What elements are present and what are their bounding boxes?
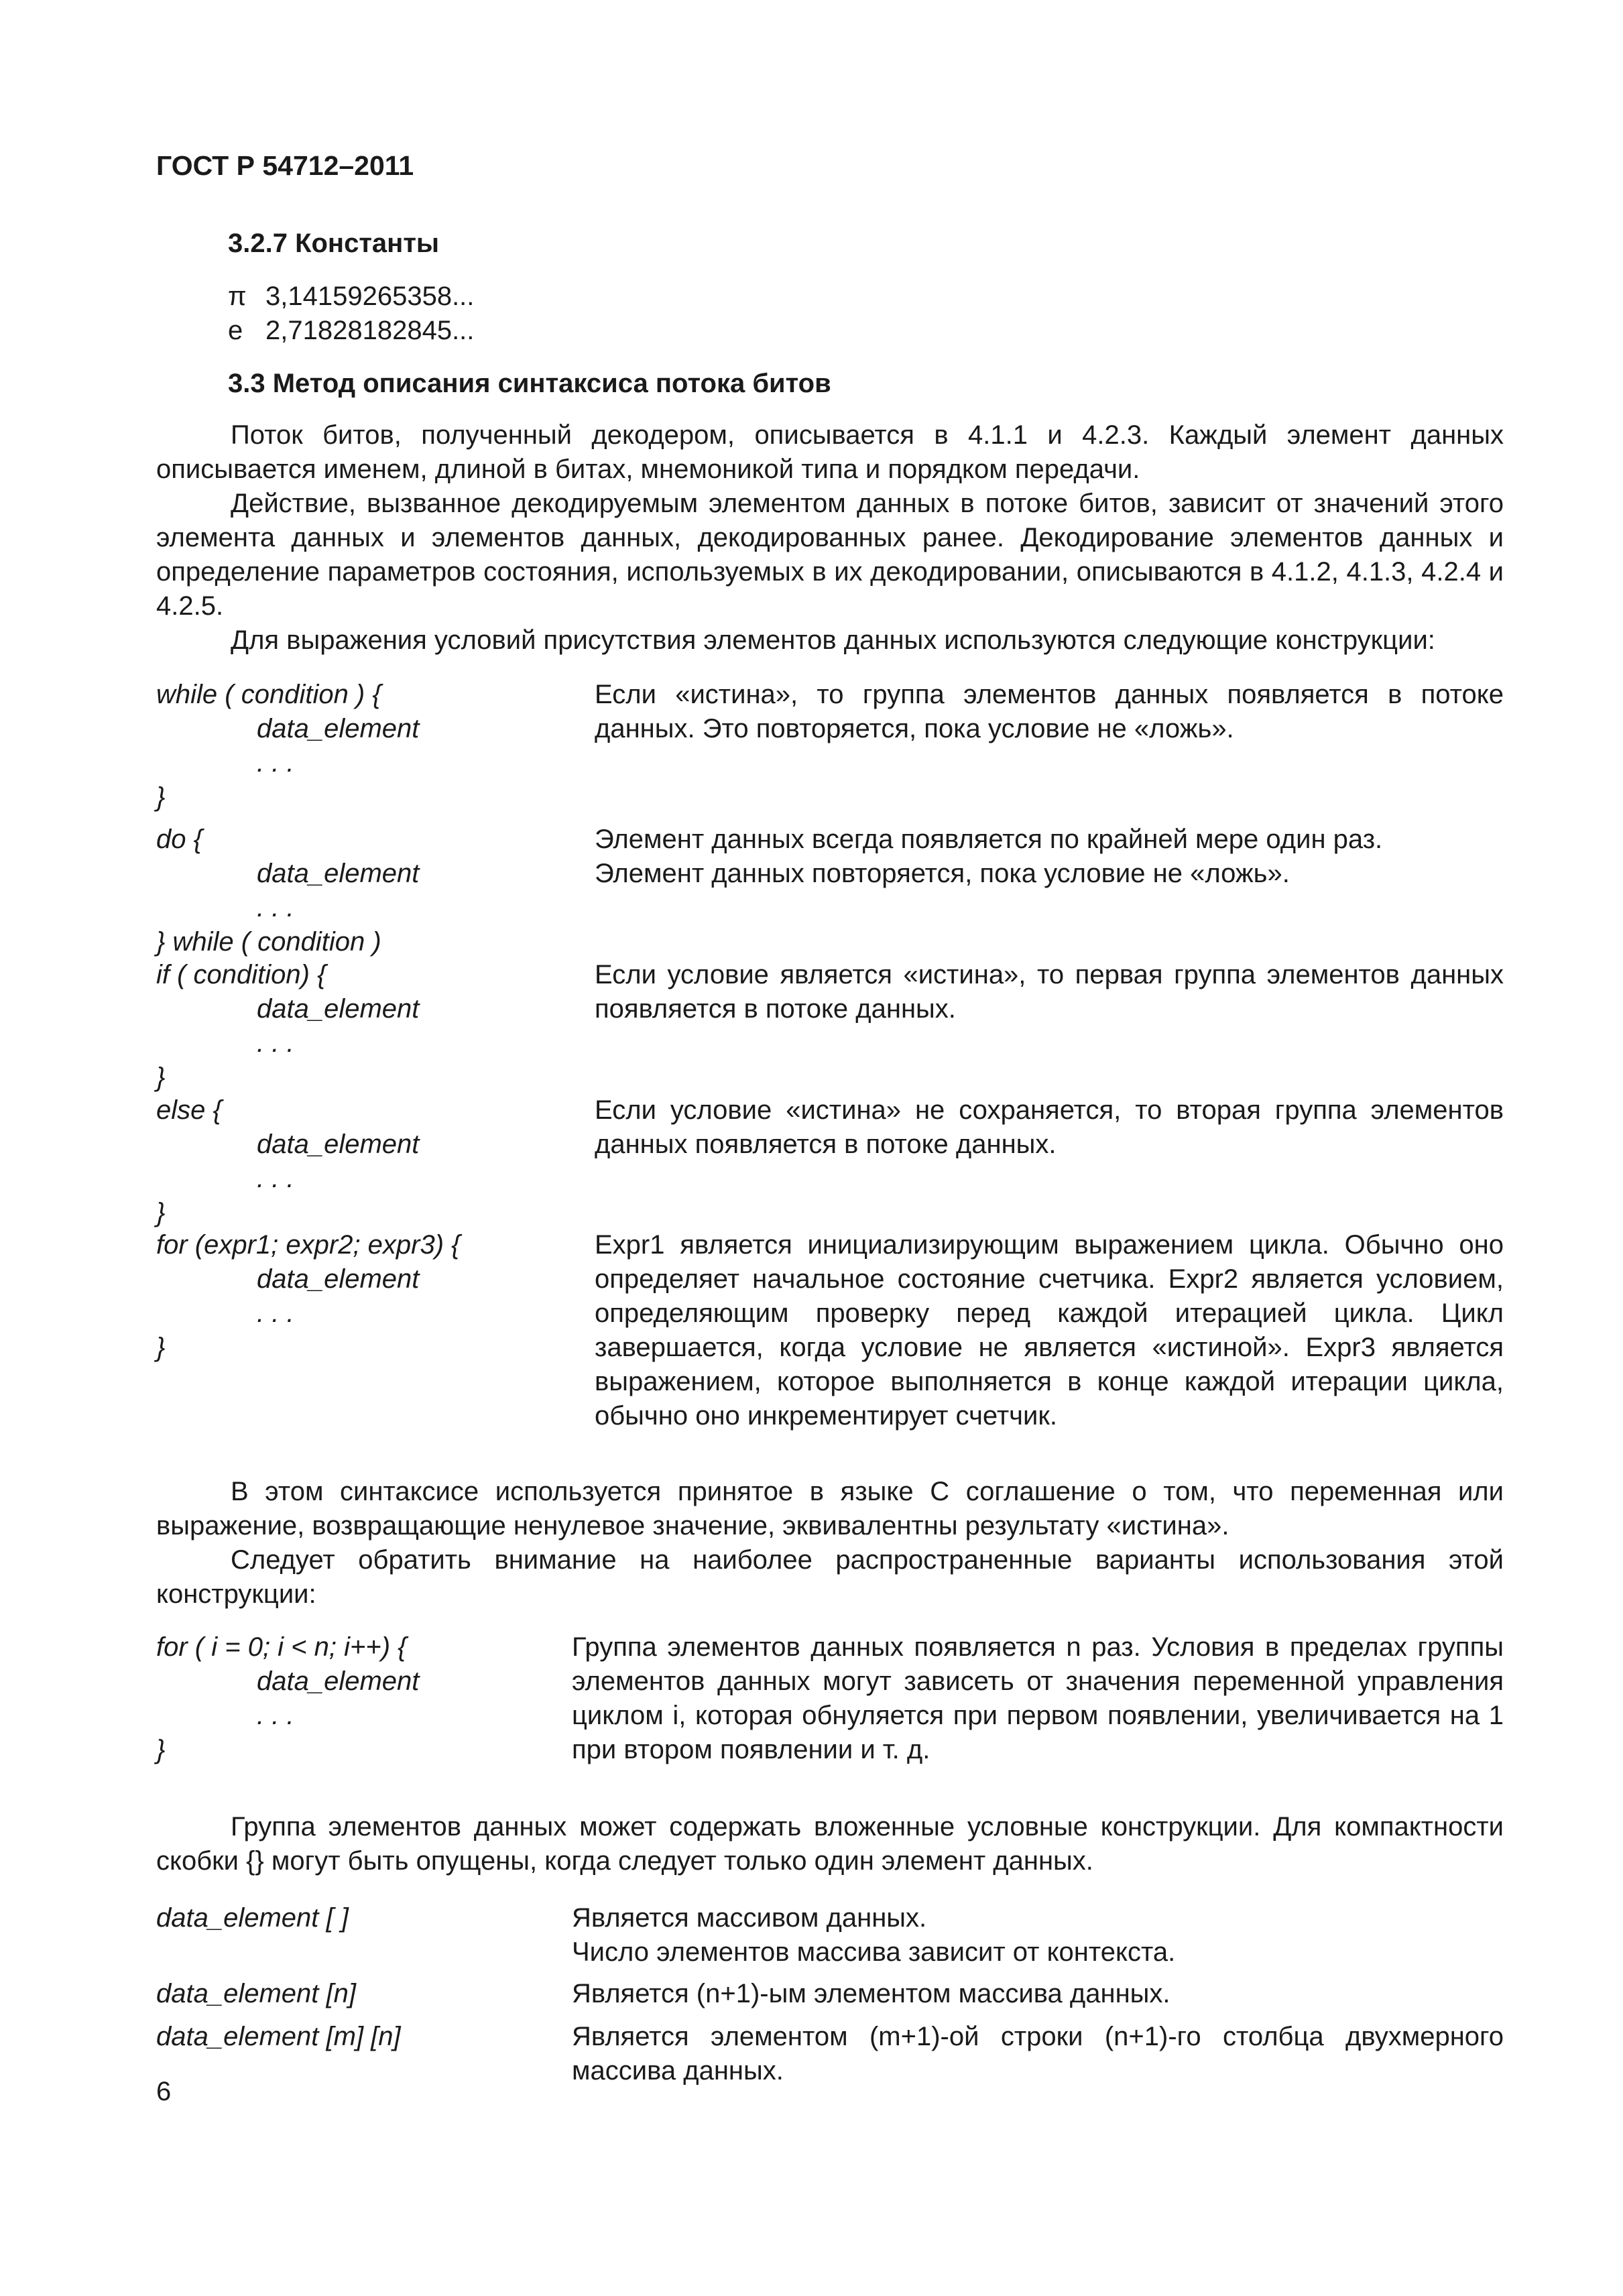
section-3-3-title: 3.3 Метод описания синтаксиса потока битов [228, 369, 831, 398]
code-line: data_element [257, 994, 420, 1024]
nested-note [156, 1810, 1504, 1878]
code-line: for ( i = 0; i < n; i++) { [156, 1632, 407, 1662]
if-description: Если условие является «истина», то первая группа элементов данных появляется в потоке данных. [595, 960, 1504, 1024]
code-line: if ( condition) { [156, 960, 326, 989]
e-symbol: e [228, 316, 243, 345]
code-line: } while ( condition ) [156, 927, 381, 957]
pi-symbol: π [228, 282, 247, 311]
if-code [156, 958, 419, 1095]
array-code: data_element [ ] [156, 1903, 349, 1933]
for-description: Expr1 является инициализирующим выражением цикла. Обычно оно определяет начальное состояние счетчика. Expr2 является условием, определяющим проверку перед каждой итерацией цикла. Цикл завершается, когда условие не является «истиной». Expr3 является выражением, которое выполняется в конце каждой итерации цикла, обычно оно инкрементирует счетчик. [595, 1230, 1504, 1431]
page-number: 6 [156, 2077, 172, 2106]
array-definition [156, 1901, 1504, 1970]
code-line: data_element [257, 1264, 420, 1294]
code-line: } [156, 1333, 166, 1362]
for-loop-description: Группа элементов данных появляется n раз. Условия в пределах группы элементов данных могут зависеть от значения переменной управления циклом i, которая обнуляется при первом появлении, увеличивается на 1 при втором появлении и т. д. [572, 1632, 1504, 1764]
code-line: data_element [257, 859, 420, 888]
code-line: for (expr1; expr2; expr3) { [156, 1230, 461, 1260]
construct-else [156, 1093, 1504, 1230]
construct-while [156, 678, 1504, 814]
while-description: Если «истина», то группа элементов данных появляется в потоке данных. Это повторяется, пока условие не «ложь». [595, 680, 1504, 743]
code-line: data_element [257, 1667, 420, 1696]
array-description [572, 1901, 1504, 1970]
paragraph-2: Действие, вызванное декодируемым элементом данных в потоке битов, зависит от значений этого элемента данных и элементов данных, декодированных ранее. Декодирование элементов данных и определение параметров состояния, используемых в их декодировании, описываются в 4.1.2, 4.1.3, 4.2.4 и 4.2.5. [156, 489, 1504, 621]
array-element-description: Является (n+1)-ым элементом массива данных. [572, 1979, 1170, 2008]
code-line: } [156, 1063, 166, 1092]
array-element-code: data_element [n] [156, 1979, 356, 2008]
construct-for [156, 1228, 1504, 1436]
two-dim-array-definition [156, 2020, 1504, 2088]
paragraph-3: Для выражения условий присутствия элементов данных используются следующие конструкции: [231, 625, 1435, 655]
constant-pi [228, 280, 474, 314]
do-description [595, 823, 1504, 891]
else-code [156, 1093, 419, 1230]
two-dim-array-code: data_element [m] [n] [156, 2022, 401, 2051]
else-description: Если условие «истина» не сохраняется, то вторая группа элементов данных появляется в потоке данных. [595, 1095, 1504, 1159]
code-line: } [156, 782, 166, 812]
construct-if [156, 958, 1504, 1095]
description-line: Элемент данных всегда появляется по крайней мере один раз. [595, 825, 1383, 854]
construct-for-loop-example [156, 1630, 1504, 1771]
e-value: 2,71828182845... [265, 316, 475, 345]
paragraph-6: Группа элементов данных может содержать вложенные условные конструкции. Для компактности скобки {} могут быть опущены, когда следует только один элемент данных. [156, 1812, 1504, 1876]
code-line: . . . [257, 1298, 294, 1328]
code-line: . . . [257, 1028, 294, 1058]
code-line: . . . [257, 1701, 294, 1730]
code-line: } [156, 1198, 166, 1227]
description-line: Является массивом данных. [572, 1903, 927, 1933]
code-line: data_element [257, 1130, 420, 1159]
code-line: while ( condition ) { [156, 680, 381, 709]
for-code [156, 1228, 461, 1365]
section-3-2-7-title: 3.2.7 Константы [228, 229, 440, 258]
code-line: . . . [257, 893, 294, 922]
constant-e [228, 314, 474, 348]
code-line: data_element [257, 714, 420, 743]
code-line: else { [156, 1095, 222, 1125]
section-3-3-body [156, 418, 1504, 658]
while-code [156, 678, 419, 814]
code-line: } [156, 1735, 166, 1764]
code-line: . . . [257, 1164, 294, 1193]
document-header: ГОСТ Р 54712–2011 [156, 150, 414, 181]
code-line: do { [156, 825, 202, 854]
code-line: . . . [257, 748, 294, 778]
paragraph-5: Следует обратить внимание на наиболее распространенные варианты использования этой конструкции: [156, 1545, 1504, 1609]
do-code [156, 823, 419, 959]
two-dim-array-description: Является элементом (m+1)-ой строки (n+1)-го столбца двухмерного массива данных. [572, 2022, 1504, 2086]
array-element-definition [156, 1977, 1504, 2011]
description-line: Число элементов массива зависит от контекста. [572, 1937, 1176, 1967]
paragraph-1: Поток битов, полученный декодером, описывается в 4.1.1 и 4.2.3. Каждый элемент данных описывается именем, длиной в битах, мнемоникой типа и порядком передачи. [156, 420, 1504, 484]
description-line: Элемент данных повторяется, пока условие не «ложь». [595, 859, 1290, 888]
construct-do [156, 823, 1504, 959]
paragraph-4: В этом синтаксисе используется принятое в языке С соглашение о том, что переменная или выражение, возвращающие ненулевое значение, эквивалентны результату «истина». [156, 1477, 1504, 1540]
for-loop-code [156, 1630, 419, 1767]
syntax-note [156, 1475, 1504, 1612]
pi-value: 3,14159265358... [265, 282, 475, 311]
